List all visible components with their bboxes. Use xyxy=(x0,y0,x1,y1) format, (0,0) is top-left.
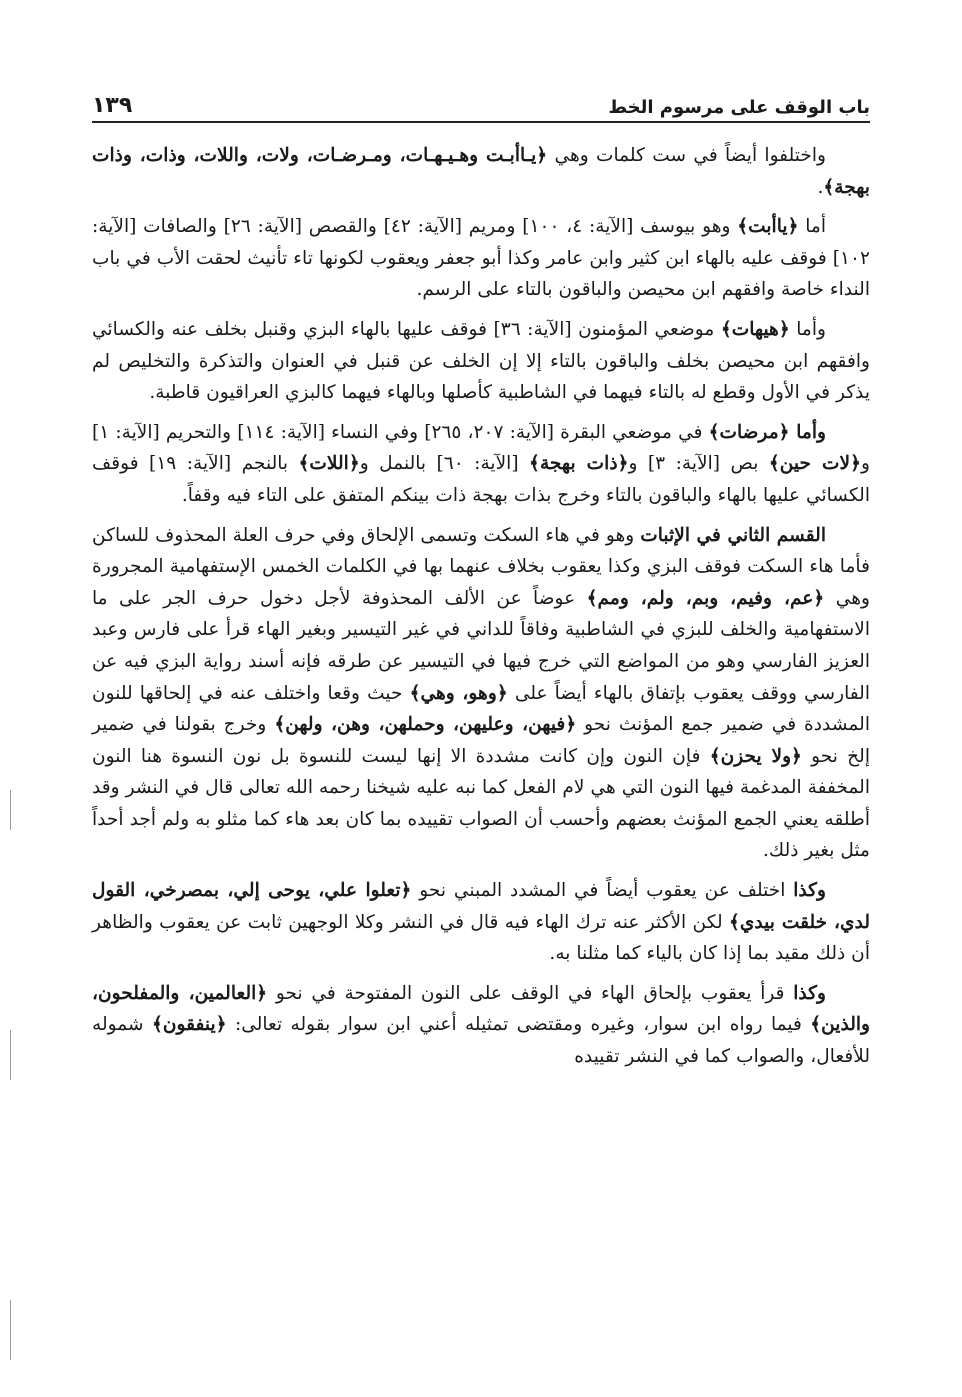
emphasized-text: ﴿اللات﴾ xyxy=(298,453,360,475)
emphasized-text: ﴿العالمين، والمفلحون، والذين﴾ xyxy=(92,982,871,1036)
text-run: شموله للأفعال، والصواب كما في النشر تقييده xyxy=(92,1014,870,1068)
text-run: في موضعي البقرة [الآية: ٢٠٧، ٢٦٥] وفي النساء [الآية: ١١٤] والتحريم [الآية: ١] و xyxy=(92,421,870,475)
emphasized-text: ﴿ينفقون﴾ xyxy=(151,1014,227,1036)
text-run: . xyxy=(817,176,824,198)
header-rule xyxy=(92,121,870,123)
margin-mark xyxy=(10,790,11,830)
text-run: [الآية: ٦٠] بالنمل و xyxy=(359,453,530,475)
emphasized-text: القسم الثاني في الإثبات xyxy=(640,524,826,546)
text-run: فيما رواه ابن سوار، وغيره ومقتضى تمثيله أعني ابن سوار بقوله تعالى: xyxy=(226,1014,811,1036)
margin-mark xyxy=(10,1030,11,1080)
paragraph xyxy=(92,211,870,306)
paragraph xyxy=(92,978,870,1073)
emphasized-text: وكذا xyxy=(793,880,826,902)
text-run: بالنجم [الآية: ١٩] فوقف الكسائي عليها بالهاء والباقون بالتاء وخرج بذات بهجة ذات بينكم المتفق على التاء فيه وقفاً. xyxy=(92,453,870,506)
page-number: ١٣٩ xyxy=(92,93,133,118)
paragraph xyxy=(92,314,870,409)
chapter-title: باب الوقف على مرسوم الخط xyxy=(608,97,870,118)
running-header xyxy=(92,78,870,118)
text-run: اختلف عن يعقوب أيضاً في المشدد المبني نحو xyxy=(411,880,794,902)
text-run: قرأ يعقوب بإلحاق الهاء في الوقف على النون المفتوحة في نحو xyxy=(267,982,794,1004)
paragraph xyxy=(92,875,870,970)
text-run: وخرج بقولنا في ضمير إلخ نحو xyxy=(92,714,871,767)
text-run: وهو بيوسف [الآية: ٤، ١٠٠] ومريم [الآية: ٤٢] والقصص [الآية: ٢٦] والصافات [الآية: ١٠٢] فوقف عليه بالهاء ابن كثير وابن عامر وكذا أبو جعفر ويعقوب لكونها تاء تأنيث لحقت الأب في باب النداء خاصة وافقهم ابن محيصن والباقون بالتاء على الرسم. xyxy=(92,216,870,301)
text-run: لكن الأكثر عنه ترك الهاء فيه قال في النشر وكلا الوجهين ثابت عن يعقوب والظاهر أن ذلك مقيد بما إذا كان بالياء كما مثلنا به. xyxy=(92,911,870,965)
text-run: وهو في هاء السكت وتسمى الإلحاق وفي حرف العلة المحذوف للساكن فأما هاء السكت فوقف البزي وكذا يعقوب بخلاف عنهما بها في الكلمات الخمس الإستفهامية المجرورة وهي xyxy=(92,524,870,609)
emphasized-text: ﴿ياأبت﴾ xyxy=(737,216,799,238)
emphasized-text: وأما xyxy=(789,421,826,443)
emphasized-text: ﴿عم، وفيم، وبم، ولم، ومم﴾ xyxy=(586,587,825,609)
emphasized-text: ﴿مرضات﴾ xyxy=(708,421,790,443)
emphasized-text: ﴿هيهات﴾ xyxy=(720,318,790,340)
text-run: موضعي المؤمنون [الآية: ٣٦] فوقف عليها بالهاء البزي وقنبل بخلف عنه والكسائي وافقهم ابن محيصن بخلف والباقون بالتاء إلا إن الخلف عن قنبل في العنوان والتذكرة والتخليص لم يذكر في الأول وقطع له بالتاء فيهما في الشاطبية كأصلها وبالهاء فيهما كالبزي العراقيون قاطبة. xyxy=(92,318,870,404)
paragraph xyxy=(92,417,870,512)
text-run: بص [الآية: ٣] و xyxy=(628,453,769,475)
text-run: واختلفوا أيضاً في ست كلمات وهي xyxy=(547,145,826,166)
emphasized-text: ﴿يـاأبـت وهـيـهـات، ومـرضـات، ولات، واللات، وذات، وذات بهجة﴾ xyxy=(92,145,870,198)
emphasized-text: وكذا xyxy=(793,982,826,1004)
emphasized-text: ﴿ولا يحزن﴾ xyxy=(709,745,802,767)
margin-mark xyxy=(10,1300,11,1360)
text-run: حيث وقعا واختلف عنه في إلحاقها للنون المشددة في ضمير جمع المؤنث نحو xyxy=(92,682,870,736)
body-text xyxy=(92,140,870,1081)
paragraph xyxy=(92,520,870,868)
text-run: أما xyxy=(798,216,827,238)
text-run: عوضاً عن الألف المحذوفة لأجل دخول حرف الجر على ما الاستفهامية والخلف للبزي في الشاطبية وفاقاً للداني في غير التيسير وبغير الهاء قرأ على فارس وعبد العزيز الفارسي وهو من المواضع التي خرج فيها في التيسير عن طرقه فإنه أسند رواية البزي فيه عن الفارسي ووقف يعقوب بإتفاق بالهاء أيضاً على xyxy=(92,587,870,704)
text-run: وأما xyxy=(789,318,826,340)
emphasized-text: ﴿وهو، وهي﴾ xyxy=(409,682,508,704)
emphasized-text: ﴿فيهن، وعليهن، وحملهن، وهن، ولهن﴾ xyxy=(274,714,577,736)
text-run: فإن النون وإن كانت مشددة الا إنها ليست للنسوة بل نون النسوة هنا النون المخففة المدغمة فيها النون التي هي لام الفعل كما نبه عليه شيخنا رحمه الله تعالى قال في النشر وقد أطلقه يعني الجمع المؤنث بعضهم وأحسب أن الصواب تقييده بما كان بعد هاء كما مثلو به ولم أجد أحداً مثل بغير ذلك. xyxy=(92,745,870,862)
paragraph xyxy=(92,140,870,203)
emphasized-text: ﴿تعلوا علي، يوحى إلي، بمصرخي، القول لدي، خلقت بيدي﴾ xyxy=(92,880,870,933)
emphasized-text: ﴿ذات بهجة﴾ xyxy=(529,453,629,475)
emphasized-text: ﴿لات حين﴾ xyxy=(768,453,861,475)
